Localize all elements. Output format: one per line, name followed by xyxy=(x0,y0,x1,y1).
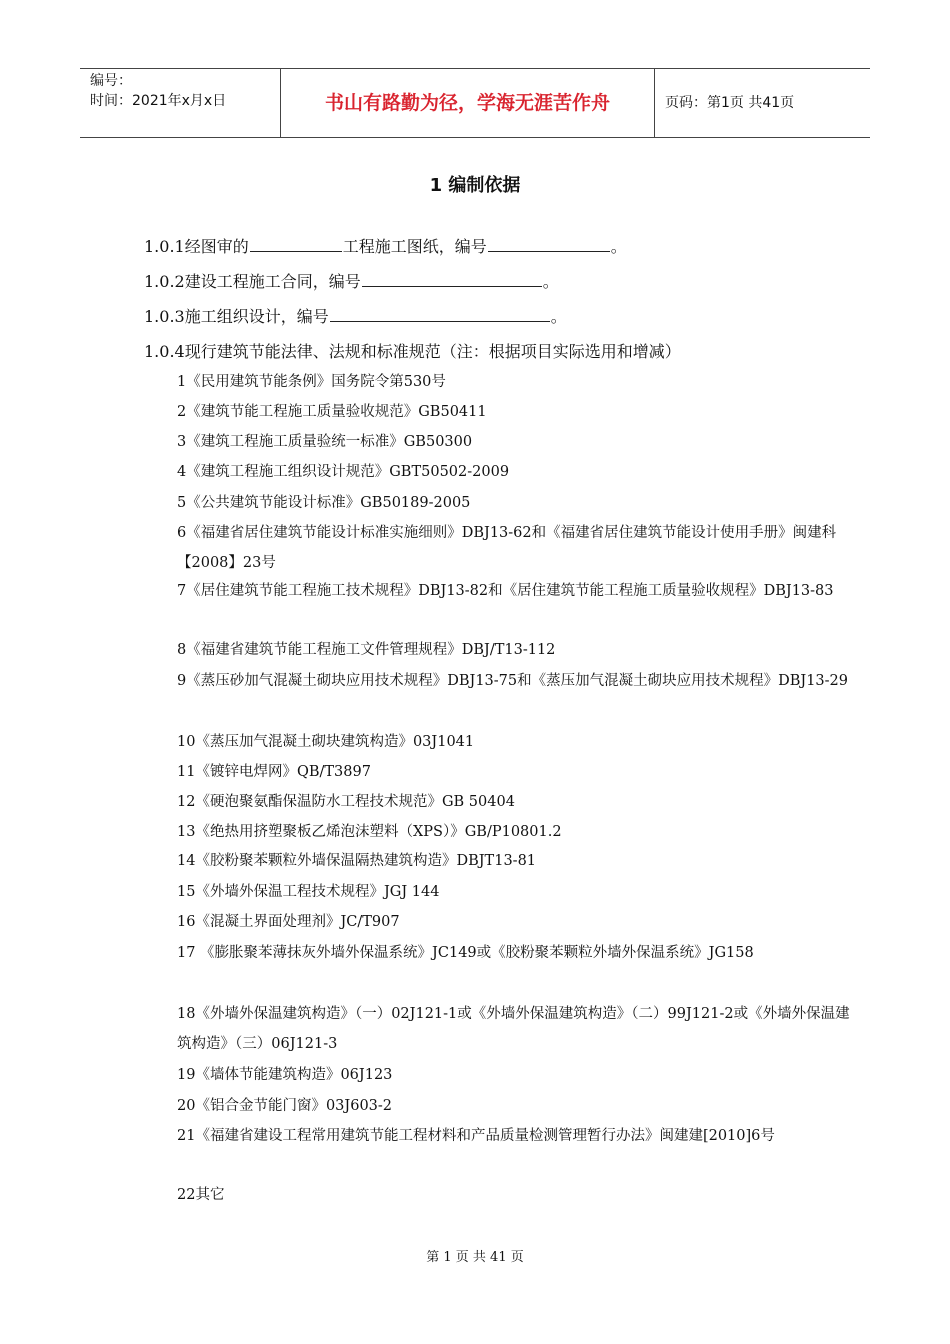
header-meta xyxy=(80,69,281,137)
reference-item: 19《墙体节能建筑构造》06J123 xyxy=(177,1067,393,1083)
document-header xyxy=(80,68,870,138)
reference-item: 3《建筑工程施工质量验统一标准》GB50300 xyxy=(177,434,473,450)
reference-item: 15《外墙外保温工程技术规程》JGJ 144 xyxy=(177,884,440,900)
reference-item: 12《硬泡聚氨酯保温防水工程技术规范》GB 50404 xyxy=(177,794,515,810)
item-1-0-2-text-c: 。 xyxy=(542,272,559,291)
reference-item: 2《建筑节能工程施工质量验收规范》GB50411 xyxy=(177,404,487,420)
reference-item: 4《建筑工程施工组织设计规范》GBT50502-2009 xyxy=(177,464,510,480)
blank-field xyxy=(330,303,550,322)
time-label: 时间：2021年x月x日 xyxy=(90,93,227,109)
blank-field xyxy=(362,268,542,287)
header-motto: 书山有路勤为径，学海无涯苦作舟 xyxy=(281,69,655,137)
reference-item: 1《民用建筑节能条例》国务院令第530号 xyxy=(177,374,446,390)
reference-item: 20《铝合金节能门窗》03J603-2 xyxy=(177,1098,393,1114)
reference-item: 5《公共建筑节能设计标准》GB50189-2005 xyxy=(177,495,471,511)
blank-field xyxy=(250,233,342,252)
item-1-0-1-text-a: 1.0.1经图审的 xyxy=(144,237,249,256)
reference-item: 21《福建省建设工程常用建筑节能工程材料和产品质量检测管理暂行办法》闽建建[2010]6号 xyxy=(177,1128,775,1144)
reference-item: 14《胶粉聚苯颗粒外墙保温隔热建筑构造》DBJT13-81 xyxy=(177,853,537,869)
item-1-0-1-text-c: 。 xyxy=(610,237,627,256)
reference-item: 11《镀锌电焊网》QB/T3897 xyxy=(177,764,371,780)
section-title: 1 编制依据 xyxy=(429,175,521,196)
item-1-0-3-text-a: 1.0.3施工组织设计，编号 xyxy=(144,307,329,326)
reference-item: 16《混凝土界面处理剂》JC/T907 xyxy=(177,914,400,930)
reference-item: 10《蒸压加气混凝土砌块建筑构造》03J1041 xyxy=(177,734,475,750)
reference-item: 22其它 xyxy=(177,1187,225,1203)
item-1-0-4: 1.0.4现行建筑节能法律、法规和标准规范（注：根据项目实际选用和增减） xyxy=(144,342,681,361)
reference-item: 13《绝热用挤塑聚板乙烯泡沫塑料（XPS）》GB/P10801.2 xyxy=(177,824,562,840)
item-1-0-3 xyxy=(144,303,567,327)
header-page-info: 页码：第1页 共41页 xyxy=(665,95,795,111)
reference-item: 6《福建省居住建筑节能设计标准实施细则》DBJ13-62和《福建省居住建筑节能设计使用手册》闽建科【2008】23号 xyxy=(177,525,837,571)
page-footer: 第 1 页 共 41 页 xyxy=(426,1250,524,1265)
item-1-0-1 xyxy=(144,233,627,257)
item-1-0-2-text-a: 1.0.2建设工程施工合同，编号 xyxy=(144,272,361,291)
reference-item: 18《外墙外保温建筑构造》（一）02J121-1或《外墙外保温建筑构造》（二）99J121-2或《外墙外保温建筑构造》（三）06J121-3 xyxy=(177,1006,850,1052)
serial-label: 编号： xyxy=(90,73,132,89)
item-1-0-2 xyxy=(144,268,559,292)
blank-field xyxy=(488,233,610,252)
item-1-0-3-text-c: 。 xyxy=(550,307,567,326)
reference-item: 9《蒸压砂加气混凝土砌块应用技术规程》DBJ13-75和《蒸压加气混凝土砌块应用技术规程》DBJ13-29 xyxy=(177,673,849,689)
reference-item: 17 《膨胀聚苯薄抹灰外墙外保温系统》JC149或《胶粉聚苯颗粒外墙外保温系统》JG158 xyxy=(177,945,754,961)
reference-item: 7《居住建筑节能工程施工技术规程》DBJ13-82和《居住建筑节能工程施工质量验收规程》DBJ13-83 xyxy=(177,583,834,599)
item-1-0-1-text-b: 工程施工图纸，编号 xyxy=(342,237,487,256)
reference-item: 8《福建省建筑节能工程施工文件管理规程》DBJ/T13-112 xyxy=(177,642,556,658)
